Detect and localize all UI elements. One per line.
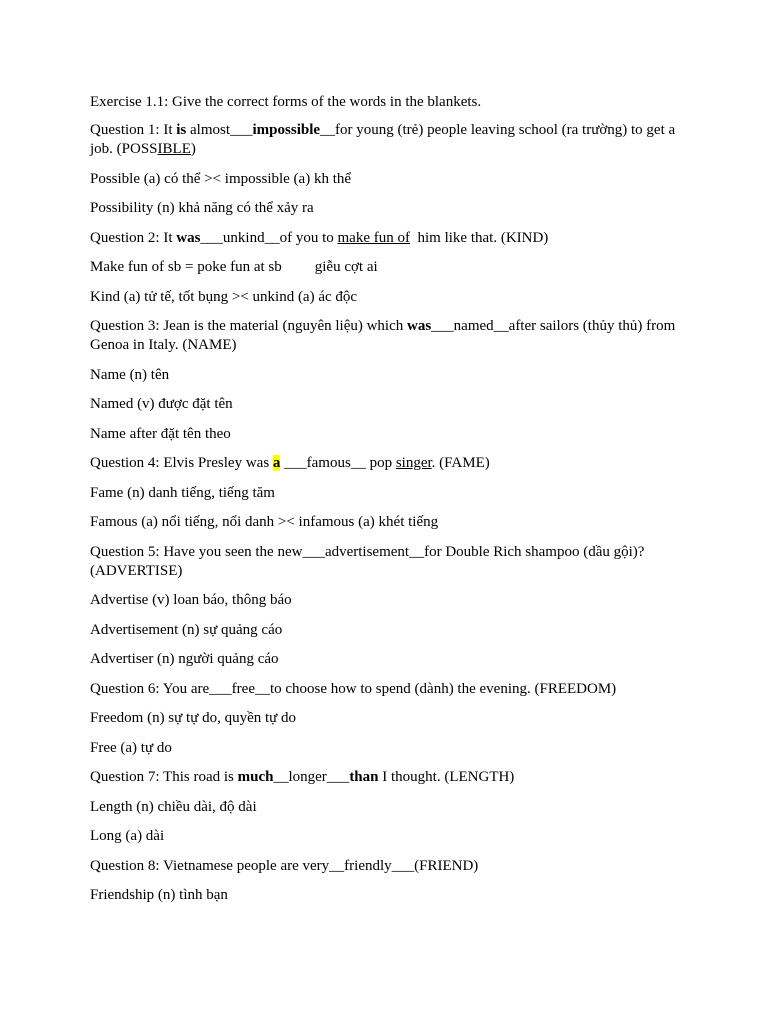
note-length: Length (n) chiều dài, độ dài — [90, 798, 257, 815]
question-6: Question 6: You are___free__to choose how to spend (dành) the evening. (FREEDOM) — [90, 680, 617, 697]
note-famous: Famous (a) nổi tiếng, nổi danh >< infamous (a) khét tiếng — [90, 514, 439, 530]
note-name: Name (n) tên — [90, 366, 170, 383]
note-advertiser: Advertiser (n) người quảng cáo — [90, 651, 279, 667]
question-1: Question 1: It is almost___impossible__for young (trẻ) people leaving school (ra trường) to get a job. (POSSIBLE) — [90, 122, 676, 157]
note-advertisement: Advertisement (n) sự quảng cáo — [90, 621, 283, 638]
note-advertise: Advertise (v) loan báo, thông báo — [90, 592, 292, 608]
note-friendship: Friendship (n) tình bạn — [90, 887, 228, 903]
question-3: Question 3: Jean is the material (nguyên liệu) which was___named__after sailors (thủy thủ) from Genoa in Italy. (NAME) — [90, 318, 676, 353]
note-name-after: Name after đặt tên theo — [90, 425, 231, 442]
question-4: Question 4: Elvis Presley was a ___famous__ pop singer. (FAME) — [90, 455, 490, 471]
note-fame: Fame (n) danh tiếng, tiếng tăm — [90, 484, 275, 501]
exercise-title: Exercise 1.1: Give the correct forms of the words in the blankets. — [90, 94, 482, 110]
question-5: Question 5: Have you seen the new___advertisement__for Double Rich shampoo (dầu gội)? (ADVERTISE) — [90, 543, 645, 579]
note-freedom: Freedom (n) sự tự do, quyền tự do — [90, 710, 297, 726]
note-long: Long (a) dài — [90, 828, 165, 844]
note-kind: Kind (a) tử tế, tốt bụng >< unkind (a) ác độc — [90, 288, 358, 305]
note-make-fun-of: Make fun of sb = poke fun at sb giễu cợt ai — [90, 259, 378, 275]
note-named: Named (v) được đặt tên — [90, 396, 233, 412]
note-possibility: Possibility (n) khả năng có thể xảy ra — [90, 200, 314, 216]
document-body — [90, 93, 680, 916]
highlighted-answer: a — [272, 455, 281, 471]
question-7: Question 7: This road is much__longer___than I thought. (LENGTH) — [90, 769, 515, 785]
note-possible: Possible (a) có thể >< impossible (a) kh thể — [90, 170, 352, 187]
question-8: Question 8: Vietnamese people are very__friendly___(FRIEND) — [90, 857, 479, 874]
note-free: Free (a) tự do — [90, 739, 172, 756]
question-2: Question 2: It was___unkind__of you to make fun of him like that. (KIND) — [90, 229, 549, 246]
